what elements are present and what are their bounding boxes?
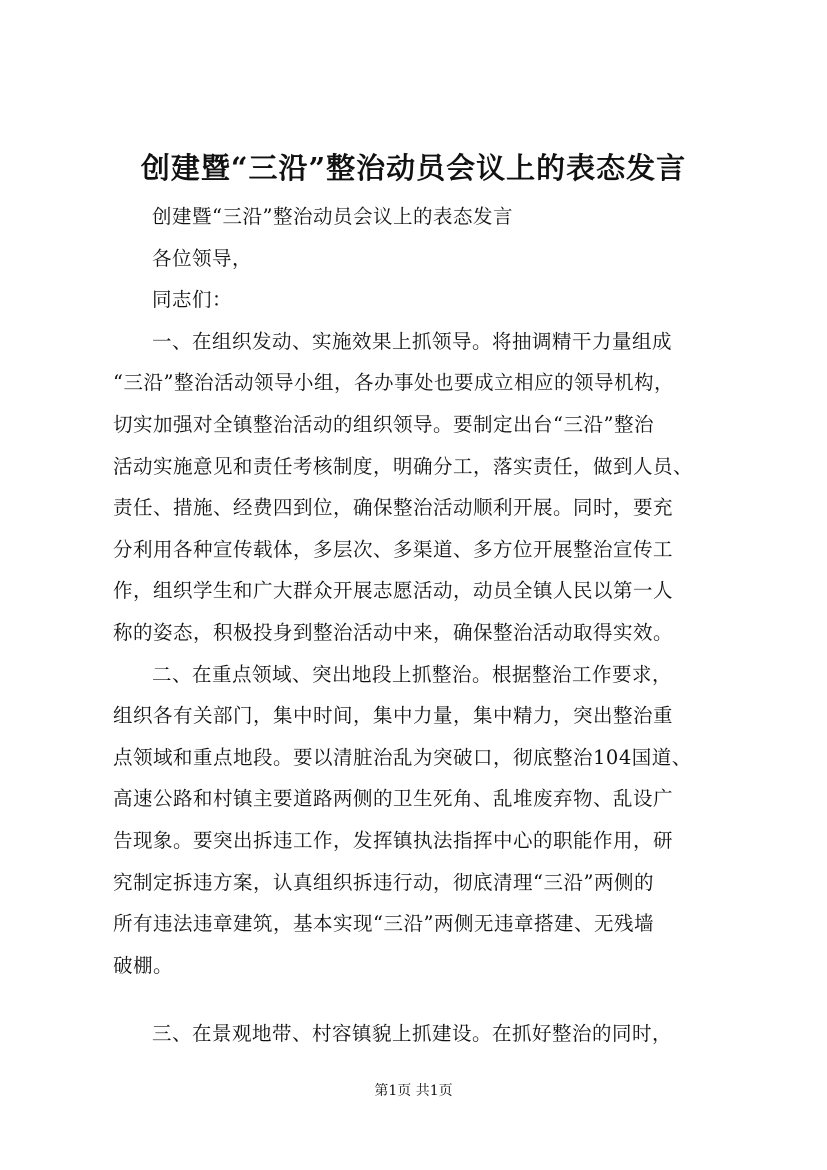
paragraph-line: 究制定拆违方案，认真组织拆违行动，彻底清理“三沿”两侧的	[113, 870, 654, 894]
paragraph-line: 告现象。要突出拆违工作，发挥镇执法指挥中心的职能作用，研	[113, 828, 674, 852]
salutation-line: 同志们：	[152, 288, 233, 312]
paragraph-line: 所有违法违章建筑，基本实现“三沿”两侧无违章搭建、无残墙	[113, 912, 654, 936]
paragraph-line: 责任、措施、经费四到位，确保整治活动顺利开展。同时，要充	[113, 496, 674, 520]
paragraph-line: 三、在景观地带、村容镇貌上抓建设。在抓好整治的同时，	[152, 1022, 673, 1046]
paragraph-line: 作，组织学生和广大群众开展志愿活动，动员全镇人民以第一人	[113, 579, 674, 603]
paragraph-line: 组织各有关部门，集中时间，集中力量，集中精力，突出整治重	[113, 704, 674, 728]
paragraph-line: 高速公路和村镇主要道路两侧的卫生死角、乱堆废弃物、乱设广	[113, 787, 674, 811]
document-body	[113, 196, 738, 1055]
paragraph-line: 二、在重点领域、突出地段上抓整治。根据整治工作要求，	[152, 662, 673, 686]
paragraph-gap	[113, 986, 738, 1013]
salutation-line: 各位领导，	[152, 246, 253, 270]
page-number-footer: 第1页 共1页	[374, 1083, 453, 1099]
paragraph-line: 活动实施意见和责任考核制度，明确分工，落实责任，做到人员、	[113, 454, 694, 478]
subtitle-line: 创建暨“三沿”整治动员会议上的表态发言	[152, 205, 513, 228]
paragraph-line: 称的姿态，积极投身到整治活动中来，确保整治活动取得实效。	[113, 620, 674, 644]
paragraph-line: 点领域和重点地段。要以清脏治乱为突破口，彻底整治104国道、	[113, 745, 692, 769]
paragraph-line: 切实加强对全镇整治活动的组织领导。要制定出台“三沿”整治	[113, 412, 654, 436]
paragraph-line: “三沿”整治活动领导小组，各办事处也要成立相应的领导机构，	[113, 371, 674, 395]
paragraph-line: 分利用各种宣传载体，多层次、多渠道、多方位开展整治宣传工	[113, 537, 674, 561]
document-title: 创建暨“三沿”整治动员会议上的表态发言	[140, 151, 687, 185]
paragraph-line: 一、在组织发动、实施效果上抓领导。将抽调精干力量组成	[152, 329, 673, 353]
paragraph-line: 破棚。	[113, 953, 174, 977]
